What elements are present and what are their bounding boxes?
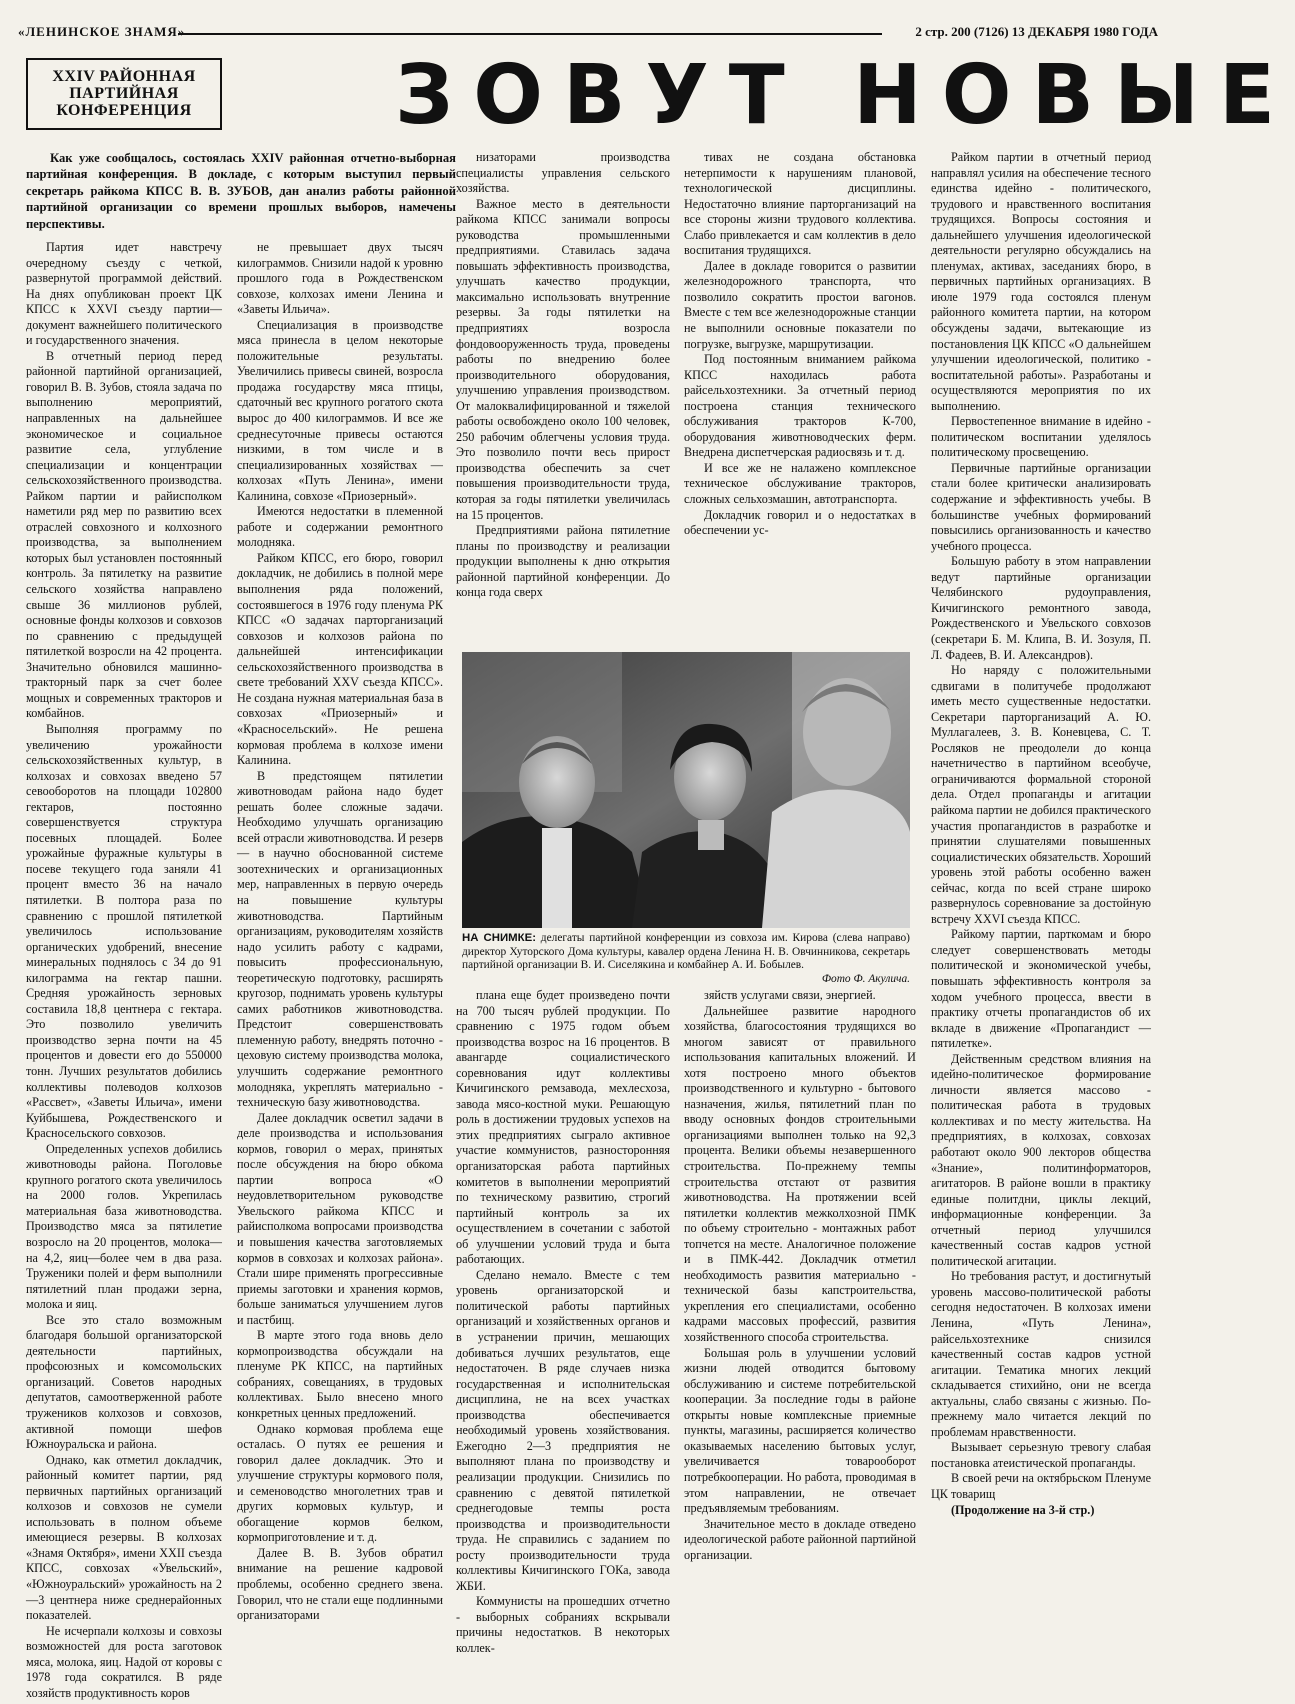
- paragraph: зяйств услугами связи, энергией.: [704, 988, 876, 1002]
- rubric-line-3: КОНФЕРЕНЦИЯ: [56, 102, 192, 119]
- paragraph: Райкому партии, парткомам и бюро следует совершенствовать методы политической и экономической учебы, повышать эффективность контроля за ходом учебного процесса, ввести в практику отчеты пропагандистов об их вкладе в движение «Пропагандист — пятилетке».: [931, 927, 1151, 1051]
- issue-info: 2 стр. 200 (7126) 13 ДЕКАБРЯ 1980 ГОДА: [915, 24, 1158, 39]
- paragraph: плана еще будет произведено почти на 700 тысяч рублей продукции. По сравнению с 1975 годом объем производства возрос на 16 процентов. В авангарде социалистического соревнования идут коллективы Кичигинского ремзавода, мехлесхоза, завода мясо-костной муки. Решающую роль в достижении трудовых успехов на этих предприятиях сыграло активное участие коммунистов, разносторонняя организаторская работа партийных комитетов в выполнении мероприятий по техническому развитию, строгий партийный контроль за их осуществлением в сочетании с заботой об улучшении условий труда и быта работающих.: [456, 988, 670, 1267]
- paragraph: Имеются недостатки в племенной работе и содержании ремонтного молодняка.: [237, 504, 443, 550]
- paragraph: Большая роль в улучшении условий жизни людей отводится бытовому обслуживанию и системе потребительской кооперации. За последние годы в районе открыты новые комплексные приемные пункты, магазины, расширяется количество оказываемых населению бытовых услуг, увеличивается товарооборот потребкооперации. Но работа, проводимая в этом направлении, не отвечает предъявляемым требованиям.: [684, 1345, 916, 1516]
- paragraph: В предстоящем пятилетии животноводам района надо будет решать более сложные задачи. Необходимо улучшать организацию всей отрасли животноводства. И резерв — в научно обоснованной системе зоотехнических и организационных мер, направленных в первую очередь на повышение культуры животноводства. Партийным организациям, руководителям хозяйств надо усилить работу с кадрами, повысить профессиональную, теоретическую подготовку, расширять кругозор, поднимать уровень культуры самих работников животноводства. Предстоит совершенствовать племенную работу, внедрять поточно - цеховую систему производства молока, улучшить содержание ремонтного молодняка, укреплять материально - техническую базу животноводства.: [237, 768, 443, 1110]
- article-column-4-top: [684, 150, 916, 640]
- paragraph: Первичные партийные организации стали более критически анализировать содержание и эффективность учебы. В большинстве учебных формирований повысились организованность и качество учебного процесса.: [931, 460, 1151, 553]
- headline: ЗОВУТ НОВЫЕ: [395, 48, 1295, 143]
- paragraph: Дальнейшее развитие народного хозяйства, благосостояния трудящихся во многом зависят от правильного использования капитальных вложений. И хотя построено много объектов производственного и культурно - бытового назначения, жилья, пятилетний план по вводу основных фондов строительными организациями выполнен только на 92,3 процента. Велики объемы незавершенного строительства. По-прежнему темпы строительства отстают от развития животноводства. На протяжении всей пятилетки коллектив межколхозной ПМК по объему строительно - монтажных работ топчется на месте. Аналогичное положение и в ПМК-442. Докладчик отметил необходимость развития материально - технической базы капстроительства, укрепления его специалистами, особенно кадрами массовых профессий, развития хозяйственного способа строительства.: [684, 1003, 916, 1345]
- photo-caption: [462, 932, 910, 984]
- paragraph: Сделано немало. Вместе с тем уровень организаторской и политической работы партийных организаций и хозяйственных органов и в устранении причин, мешающих добиваться лучших результатов, еще недостаточен. В ряде случаев низка государственная и исполнительская дисциплина, не на всех участках производства обеспечивается необходимый уровень хозяйствования. Ежегодно 2—3 предприятия не выполняют плана по производству и реализации продукции. Снизились по сравнению с девятой пятилеткой среднегодовые темпы роста производства и производительности труда. Не справились с заданием по росту производительности труда коллективы Кичигинского ГОКа, завода ЖБИ.: [456, 1267, 670, 1593]
- paragraph: Однако, как отметил докладчик, районный комитет партии, ряд первичных партийных организаций колхозов и совхозов не сумели использовать в полном объеме имеющиеся резервы. В колхозах «Знамя Октября», имени XXII съезда КПСС, совхозах «Увельский», «Южноуральский» урожайность на 2—3 центнера ниже среднерайонных показателей.: [26, 1452, 222, 1623]
- paragraph: Партия идет навстречу очередному съезду с четкой, развернутой программой действий. На днях опубликован проект ЦК КПСС к XXVI съезду партии—документ важнейшего политического и государственного значения.: [26, 240, 222, 348]
- paragraph: Далее В. В. Зубов обратил внимание на решение кадровой проблемы, особенно среднего звена. Говорил, что не стали еще подлинными организаторами: [237, 1545, 443, 1623]
- caption-text: делегаты партийной конференции из совхоза им. Кирова (слева направо) директор Хуторского Дома культуры, кавалер ордена Ленина Н. В. Овчинникова, секретарь партийной организации В. И. Сиселякина и комбайнер А. И. Бобылев.: [462, 932, 910, 972]
- paragraph: Но требования растут, и достигнутый уровень массово-политической работы сегодня недостаточен. В колхозах имени Ленина, «Путь Ленина», райсельхозтехнике снизился качественный состав кадров устной агитации. Тематика многих лекций складывается стихийно, они не всегда актуальны, слабо связаны с жизнью. По-прежнему мало читается лекций по проблемам нравственности.: [931, 1269, 1151, 1439]
- paragraph: Райком партии в отчетный период направлял усилия на обеспечение тесного единства идейно - политического, трудового и нравственного воспитания трудящихся. Вопросы состояния и дальнейшего улучшения идеологической деятельности регулярно обсуждались на пленумах, активах, заседаниях бюро, в первичных партийных организациях. В июле 1979 года состоялся пленум районного комитета партии, на котором обсуждены задачи, вытекающие из постановления ЦК КПСС «О дальнейшем улучшении идеологической, политико - воспитательной работы». Разработаны и осуществляются мероприятия по их выполнению.: [931, 150, 1151, 413]
- paragraph: В отчетный период перед районной партийной организацией, говорил В. В. Зубов, стояла задача по выполнению мероприятий, направленных на дальнейшее экономическое и социальное развитие села, углубление специализации и концентрации сельскохозяйственного производства. Райком партии и райисполком наметили ряд мер по развитию всех отраслей совхозного и колхозного производства, за выполнением которых был установлен постоянный контроль. За пятилетку на развитие сельского хозяйства направлено свыше 36 миллионов рублей, основные фонды колхозов и совхозов по сравнению с предыдущей пятилеткой возросли на 42 процента. Значительно обновился машинно-тракторный парк за счет более мощных и современных тракторов и комбайнов.: [26, 348, 222, 721]
- photo-credit: Фото Ф. Акулича.: [821, 972, 910, 985]
- article-column-1: [26, 240, 222, 1700]
- rubric-box: [26, 58, 222, 130]
- column-5-paragraphs: [931, 150, 1151, 1503]
- paragraph: Далее в докладе говорится о развитии железнодорожного транспорта, что позволило сократить простои вагонов. Вместе с тем все железнодорожные станции не выполнили основные показатели по погрузке, выгрузке, маршрутизации.: [684, 258, 916, 351]
- paragraph: В своей речи на октябрьском Пленуме ЦК товарищ: [931, 1471, 1151, 1502]
- paragraph: Райком КПСС, его бюро, говорил докладчик, не добились в полной мере выполнения ряда положений, состоявшегося в 1976 году пленума РК КПСС «О задачах парторганизаций совхозов и колхозов района по дальнейшей интенсификации сельскохозяйственного производства в свете требований XXV съезда КПСС». Не создана нужная материальная база в совхозах «Приозерный» и «Красносельский». Не решена кормовая проблема в колхозе имени Калинина.: [237, 550, 443, 768]
- caption-lead: НА СНИМКЕ:: [462, 932, 537, 944]
- continued-note: (Продолжение на 3-й стр.): [951, 1502, 1095, 1517]
- article-column-2: [237, 240, 443, 1688]
- paragraph: Специализация в производстве мяса принесла в целом некоторые положительные результаты. Увеличились привесы свиней, возросла продажа государству мяса птицы, сдаточный вес крупного рогатого скота вырос до 400 килограммов. И все же среднесуточные привесы остаются низкими, в том числе и в специализированных хозяйствах — колхозах «Путь Ленина», имени Калинина, совхозе «Приозерный».: [237, 317, 443, 503]
- newspaper-name: «ЛЕНИНСКОЕ ЗНАМЯ»: [18, 24, 186, 39]
- article-column-3-bottom: [456, 988, 670, 1688]
- paragraph: тивах не создана обстановка нетерпимости к нарушениям плановой, технологической дисциплины. Недостаточно влияние парторганизаций на все стороны жизни трудового коллектива. Слабо привлекается и сам коллектив в дело воспитания трудящихся.: [684, 150, 916, 258]
- paragraph: И все же не налажено комплексное техническое обслуживание тракторов, сложных сельхозмашин, автотранспорта.: [684, 460, 916, 507]
- paragraph: Важное место в деятельности райкома КПСС занимали вопросы руководства промышленными предприятиями. Ставилась задача повышать эффективность производства, улучшать качество продукции, максимально использовать внутренние резервы. За годы пятилетки на предприятиях возросла фондовооруженность труда, проведены работы по внедрению более производительного оборудования, улучшению управления производством. От малоквалифицированной и тяжелой работы освобождено около 100 человек, 250 рабочим облегчены условия труда. Это позволило почти весь прирост производства обеспечить за счет повышения производительности труда, которая за годы пятилетки увеличилась на 15 процентов.: [456, 196, 670, 522]
- article-column-4-bottom: [684, 988, 916, 1688]
- paragraph: Предприятиями района пятилетние планы по производству и реализации продукции выполнены к дню открытия районной партийной конференции. До конца года сверх: [456, 523, 670, 600]
- paragraph: Значительное место в докладе отведено идеологической работе районной партийной организации.: [684, 1516, 916, 1562]
- paragraph: Коммунисты на прошедших отчетно - выборных собраниях вскрывали причины недостатков. В некоторых коллек-: [456, 1594, 670, 1655]
- article-column-5: [931, 150, 1151, 1688]
- paragraph: Большую работу в этом направлении ведут партийные организации Челябинского рудоуправления, Кичигинского ремонтного завода, Рождественского и Увельского совхозов (секретари Б. М. Клипа, В. И. Зозуля, П. Л. Фадеев, В. И. Александров).: [931, 554, 1151, 662]
- paragraph: Под постоянным вниманием райкома КПСС находилась работа райсельхозтехники. За отчетный период построена станция технического обслуживания тракторов К-700, оборудования животноводческих ферм. Внедрена диспетчерская радиосвязь и т. д.: [684, 352, 916, 460]
- paragraph: Не исчерпали колхозы и совхозы возможностей для роста заготовок мяса, молока, яиц. Надой от коровы с 1978 года сократился. В ряде хозяйств продуктивность коров: [26, 1623, 222, 1700]
- paragraph: Действенным средством влияния на идейно-политическое формирование личности является массово - политическая работа в трудовых коллективах и по месту жительства. На предприятиях, в колхозах, совхозах работают около 900 лекторов общества «Знание», политинформаторов, агитаторов. В районе вошли в практику единые политдни, циклы лекций, информационные конференции. За отчетный период улучшился качественный состав кадров устной политической агитации.: [931, 1051, 1151, 1268]
- delegates-photo-image: [462, 652, 910, 928]
- paragraph: Докладчик говорил и о недостатках в обеспечении ус-: [684, 507, 916, 538]
- paragraph: Далее докладчик осветил задачи в деле производства и использования кормов, говорил о мерах, принятых после обсуждения на бюро обкома партии вопроса «О неудовлетворительном руководстве Увельского райкома КПСС и райисполкома вопросами производства и повышения качества заготовляемых кормов в совхозах и колхозах района». Стали шире применять прогрессивные приемы заготовки и хранения кормов, больше заниматься улучшением лугов и пастбищ.: [237, 1110, 443, 1327]
- paragraph: низаторами производства специалисты управления сельского хозяйства.: [456, 150, 670, 196]
- paragraph: Однако кормовая проблема еще осталась. О путях ее решения и говорил далее докладчик. Это и улучшение структуры кормового поля, и семеноводство многолетних трав и других кормовых культур, и обогащение кормов белком, кормоприготовление и т. д.: [237, 1421, 443, 1545]
- lead-paragraph: Как уже сообщалось, состоялась XXIV районная отчетно-выборная партийная конференция. В докладе, с которым выступил первый секретарь райкома КПСС В. В. ЗУБОВ, дан анализ работы районной партийной организации со времени прошлых выборов, намечены перспективы.: [26, 151, 456, 231]
- rubric-line-2: ПАРТИЙНАЯ: [69, 85, 179, 102]
- delegates-photo: [462, 652, 910, 928]
- article-column-3-top: [456, 150, 670, 640]
- paragraph: Первостепенное внимание в идейно - политическом воспитании уделялось политическому просвещению.: [931, 414, 1151, 460]
- paragraph: В марте этого года вновь дело кормопроизводства обсуждали на пленуме РК КПСС, на партийных собраниях, совещаниях, в трудовых коллективах. Было внесено много конкретных ценных предложений.: [237, 1328, 443, 1421]
- rubric-line-1: XXIV РАЙОННАЯ: [52, 68, 196, 85]
- paragraph: Все это стало возможным благодаря большой организаторской деятельности партийных, профсоюзных и комсомольских организаций. Советов народных депутатов, самоотверженной работе тружеников колхозов и совхозов, активной помощи шефов Южноуральска и района.: [26, 1312, 222, 1452]
- masthead-rule: [178, 33, 882, 35]
- masthead: [18, 24, 1158, 44]
- paragraph: Определенных успехов добились животноводы района. Поголовье крупного рогатого скота увеличилось на 2000 голов. Укрепилась материальная база животноводства. Производство мяса за пятилетие возросло на 20 процентов, молока—на 4,2, яиц—более чем в два раза. Труженики полей и ферм выполнили пятилетний план продажи зерна, молока и яиц.: [26, 1141, 222, 1312]
- paragraph: не превышает двух тысяч килограммов. Снизили надой к уровню прошлого года в Рождественском совхозе, колхозах имени Ленина и «Заветы Ильича».: [237, 240, 443, 317]
- paragraph: Вызывает серьезную тревогу слабая постановка атеистической пропаганды.: [931, 1440, 1151, 1470]
- paragraph: Выполняя программу по увеличению урожайности сельскохозяйственных культур, в колхозах и совхозах введено 57 севооборотов на площади 102800 гектаров, постоянно совершенствуется структура посевных площадей. Более урожайные фуражные культуры в посеве текущего года заняли 41 процент вместо 36 на начало пятилетки. В полтора раза по сравнению с прошлой пятилеткой увеличилось использование органических удобрений, внесение минеральных поднялось с 34 до 91 килограмма на гектар пашни. Средняя урожайность зерновых составила 18,8 центнера с гектара. Это позволило увеличить производство зерна почти на 45 процентов и довести его до 550000 тонн. Лучших результатов добились коллективы полеводов колхозов «Рассвет», «Заветы Ильича», имени Куйбышева, Рождественского и Красносельского совхозов.: [26, 721, 222, 1141]
- paragraph: Но наряду с положительными сдвигами в политучебе продолжают иметь место существенные недостатки. Секретари парторганизаций А. Ю. Муллагалеев, З. В. Коневцева, С. Т. Росляков не преодолели до конца начетничество в партийном всеобуче, ограничиваются формальной стороной дела. Отдел пропаганды и агитации райкома партии не добился практического участия пропагандистов в разработке и принятии слушателями повышенных социалистических обязательств. Хороший уровень этой работы особенно важен сейчас, когда по всей стране широко развернулось соревнование за достойную встречу XXVI съезда КПСС.: [931, 663, 1151, 926]
